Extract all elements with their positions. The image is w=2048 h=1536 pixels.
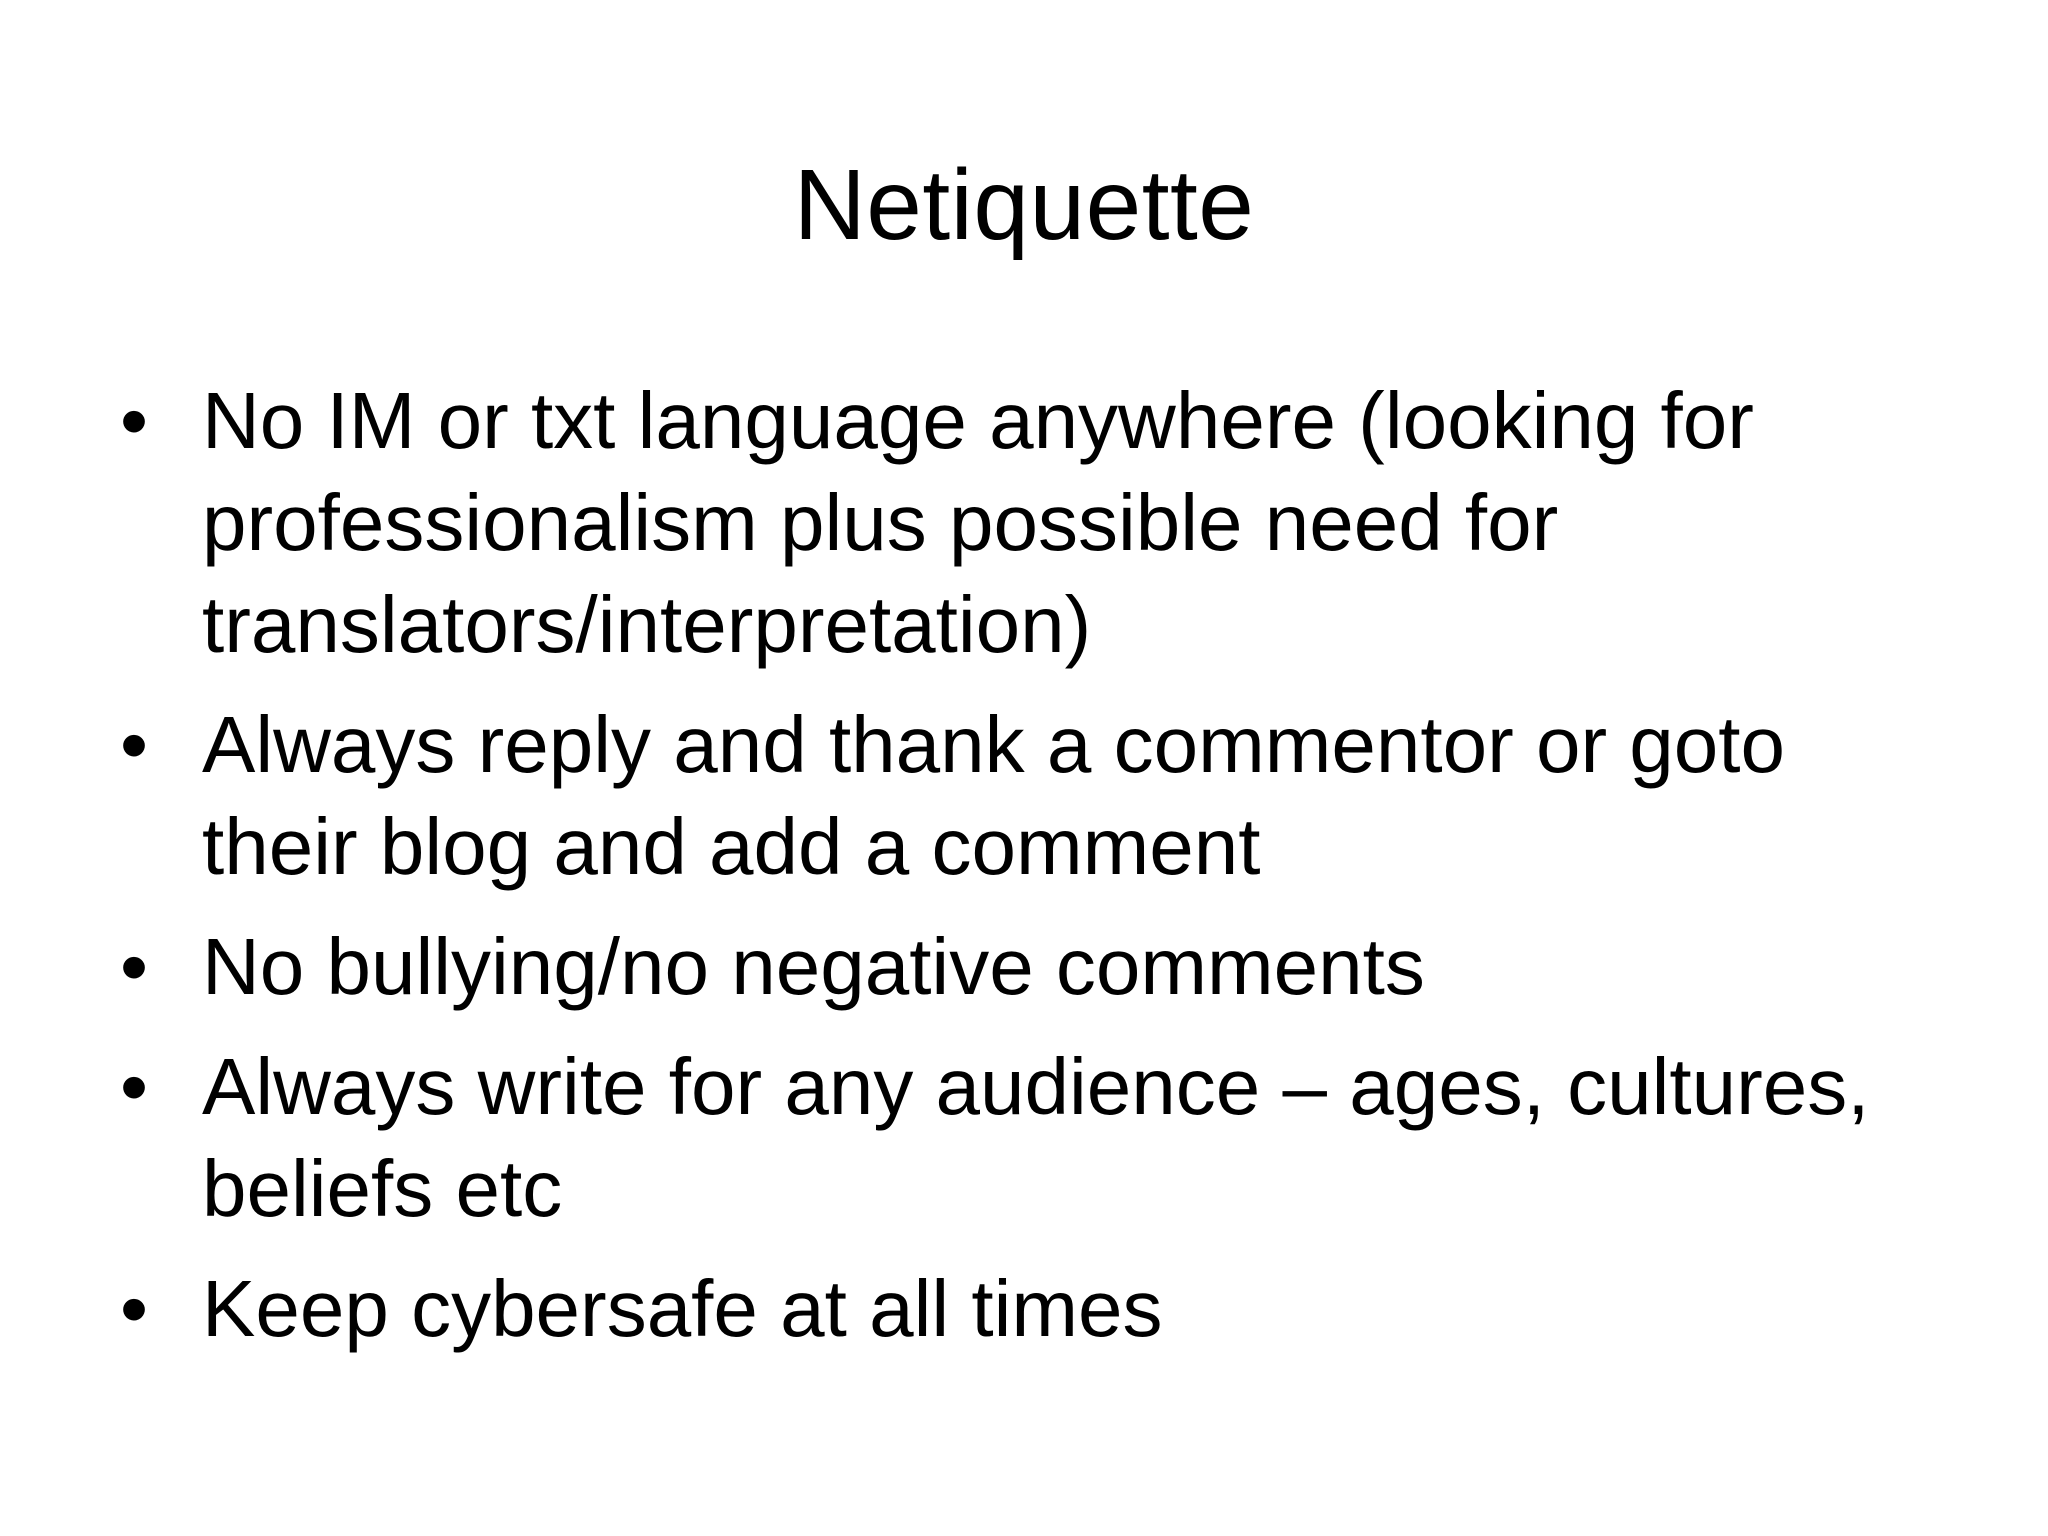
bullet-icon: • bbox=[120, 1042, 149, 1131]
bullet-item-4 bbox=[120, 1036, 1960, 1240]
bullet-text: Keep cybersafe at all times bbox=[202, 1264, 1163, 1353]
bullet-item-3 bbox=[120, 916, 1960, 1018]
bullet-list bbox=[120, 370, 1960, 1378]
bullet-text: No IM or txt language anywhere (looking for professionalism plus possible need for translators/interpretation) bbox=[202, 376, 1754, 669]
bullet-text: No bullying/no negative comments bbox=[202, 922, 1425, 1011]
bullet-icon: • bbox=[120, 922, 149, 1011]
bullet-text: Always write for any audience – ages, cultures, beliefs etc bbox=[202, 1042, 1870, 1233]
bullet-icon: • bbox=[120, 700, 149, 789]
bullet-item-5 bbox=[120, 1258, 1960, 1360]
bullet-item-2 bbox=[120, 694, 1960, 898]
bullet-text: Always reply and thank a commentor or goto their blog and add a comment bbox=[202, 700, 1786, 891]
bullet-icon: • bbox=[120, 1264, 149, 1353]
bullet-icon: • bbox=[120, 376, 149, 465]
slide-title: Netiquette bbox=[793, 149, 1255, 261]
bullet-item-1 bbox=[120, 370, 1960, 676]
